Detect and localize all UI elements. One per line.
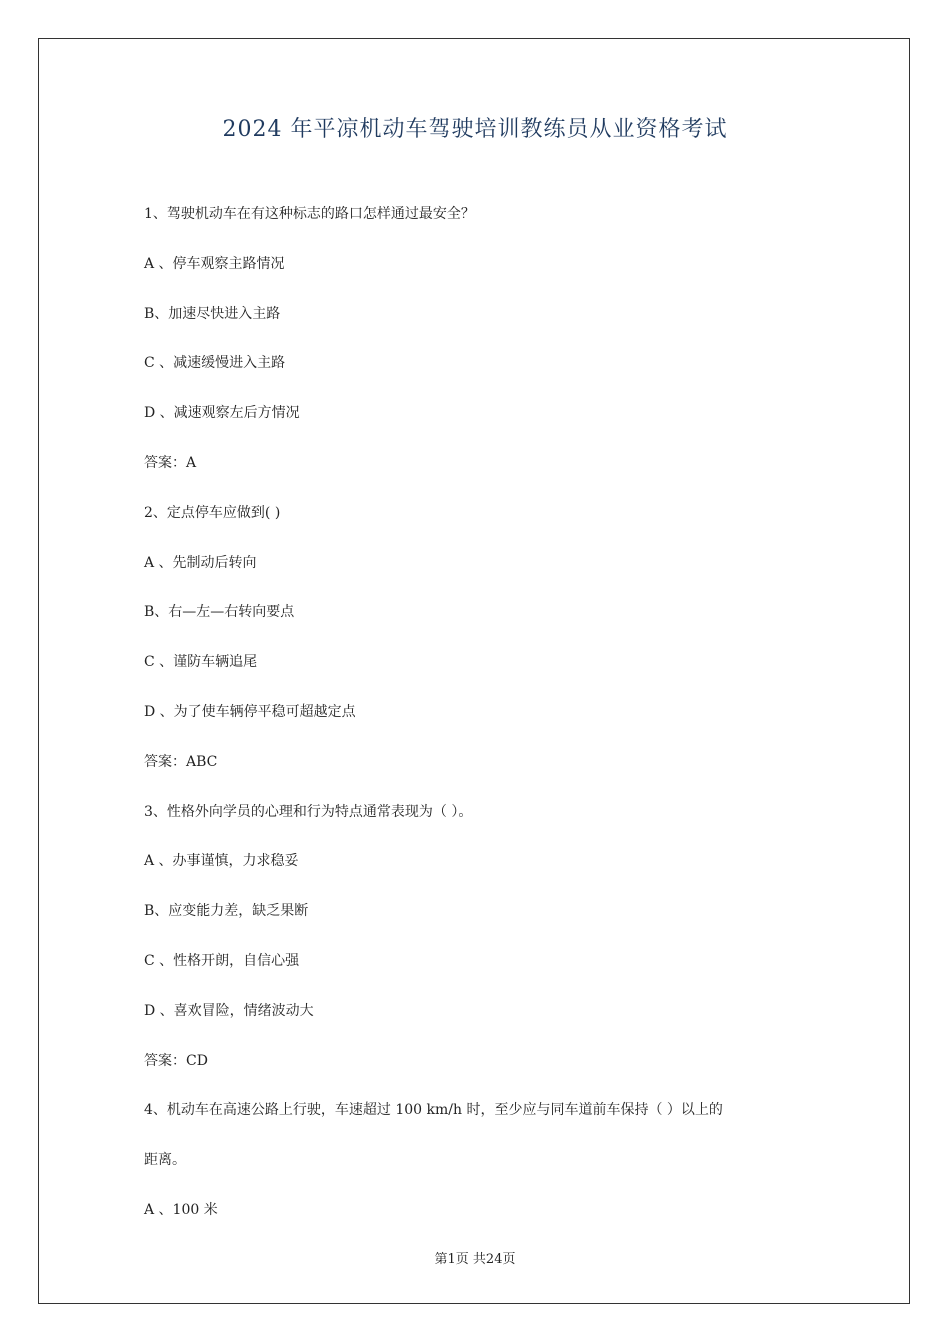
q3-answer: 答案：CD [144, 1052, 208, 1069]
question-3: 3、性格外向学员的心理和行为特点通常表现为（ ）。 [144, 803, 473, 820]
question-1: 1、驾驶机动车在有这种标志的路口怎样通过最安全？ [144, 206, 475, 222]
page-footer: 第1页 共24页 [434, 1252, 516, 1267]
q1-option-a: A 、停车观察主路情况 [144, 255, 285, 272]
q1-option-d: D 、减速观察左后方情况 [144, 405, 300, 422]
q2-option-b: B、右—左—右转向要点 [144, 604, 295, 621]
q4-option-a: A 、100 米 [144, 1201, 218, 1218]
question-4-line-2: 距离。 [144, 1152, 186, 1169]
q2-option-c: C 、谨防车辆追尾 [144, 654, 258, 671]
q3-option-b: B、应变能力差，缺乏果断 [144, 903, 309, 920]
question-2: 2、定点停车应做到( ) [144, 504, 281, 521]
q3-option-d: D 、喜欢冒险，情绪波动大 [144, 1002, 314, 1019]
q3-option-c: C 、性格开朗，自信心强 [144, 952, 300, 969]
q1-answer: 答案：A [144, 454, 197, 471]
document-body [144, 195, 824, 1241]
document-title: 2024 年平凉机动车驾驶培训教练员从业资格考试 [222, 117, 728, 142]
question-4-line-1: 4、机动车在高速公路上行驶，车速超过 100 km/h 时，至少应与同车道前车保持（ ）以上的 [144, 1102, 723, 1119]
q1-option-c: C 、减速缓慢进入主路 [144, 355, 286, 372]
q3-option-a: A 、办事谨慎，力求稳妥 [144, 853, 299, 870]
q2-answer: 答案：ABC [144, 753, 218, 770]
q2-option-d: D 、为了使车辆停平稳可超越定点 [144, 703, 356, 720]
q1-option-b: B、加速尽快进入主路 [144, 305, 281, 322]
q2-option-a: A 、先制动后转向 [144, 554, 257, 571]
